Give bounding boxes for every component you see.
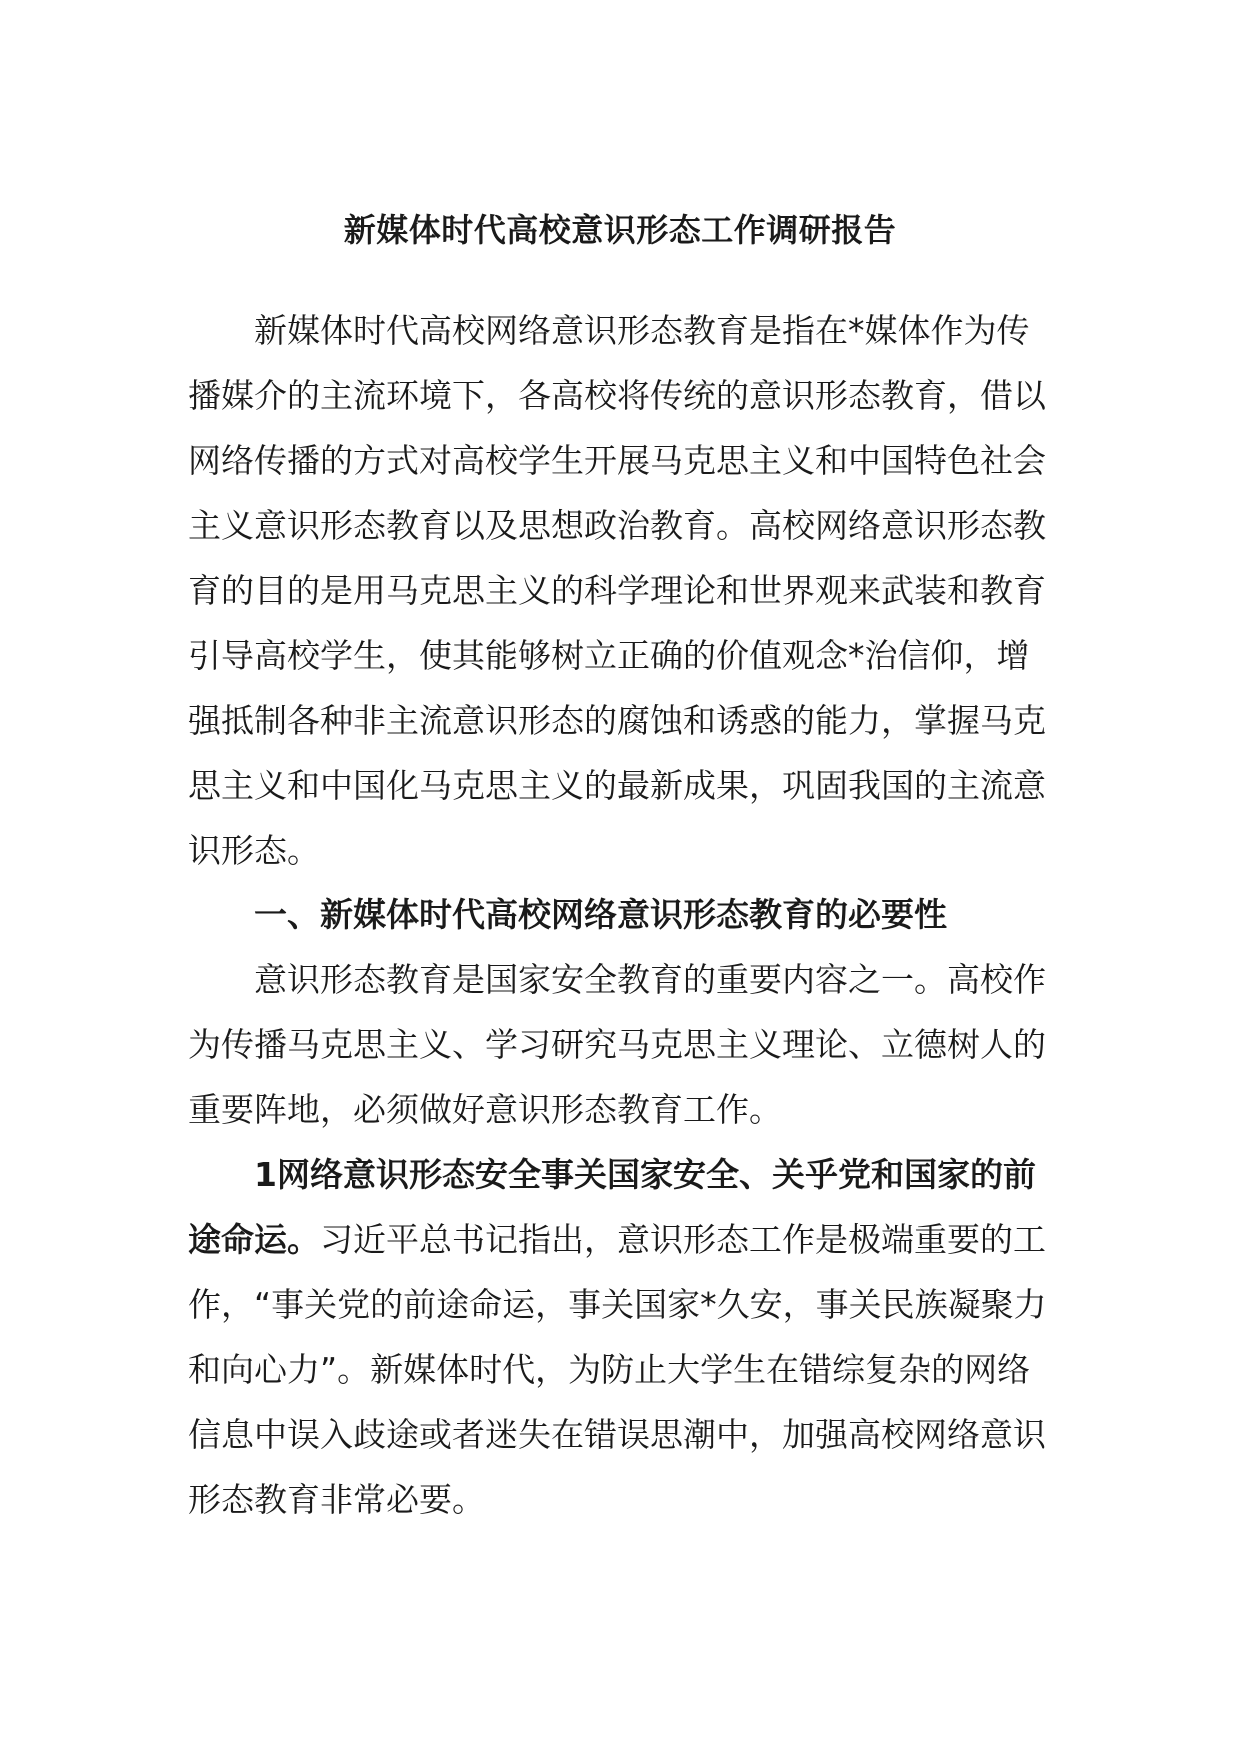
intro-paragraph: 新媒体时代高校网络意识形态教育是指在*媒体作为传播媒介的主流环境下，各高校将传统的意识形态教育，借以网络传播的方式对高校学生开展马克思主义和中国特色社会主义意识形态教育以及思想政治教育。高校网络意识形态教育的目的是用马克思主义的科学理论和世界观来武装和教育引导高校学生，使其能够树立正确的价值观念*治信仰，增强抵制各种非主流意识形态的腐蚀和诱惑的能力，掌握马克思主义和中国化马克思主义的最新成果，巩固我国的主流意识形态。	[188, 311, 1046, 870]
point-text: 习近平总书记指出，意识形态工作是极端重要的工作，“事关党的前途命运，事关国家*久安，事关民族凝聚力和向心力”。新媒体时代，为防止大学生在错综复杂的网络信息中误入歧途或者迷失在错误思潮中，加强高校网络意识形态教育非常必要。	[188, 1220, 1047, 1519]
document-title: 新媒体时代高校意识形态工作调研报告	[343, 211, 897, 249]
section-paragraph: 意识形态教育是国家安全教育的重要内容之一。高校作为传播马克思主义、学习研究马克思主义理论、立德树人的重要阵地，必须做好意识形态教育工作。	[188, 960, 1046, 1129]
point-paragraph	[188, 1142, 1050, 1532]
point-lead: 1网络意识形态安全事关国家安全、关乎党和国家的前途命运。	[188, 1155, 1036, 1259]
section-heading: 一、新媒体时代高校网络意识形态教育的必要性	[254, 895, 947, 934]
